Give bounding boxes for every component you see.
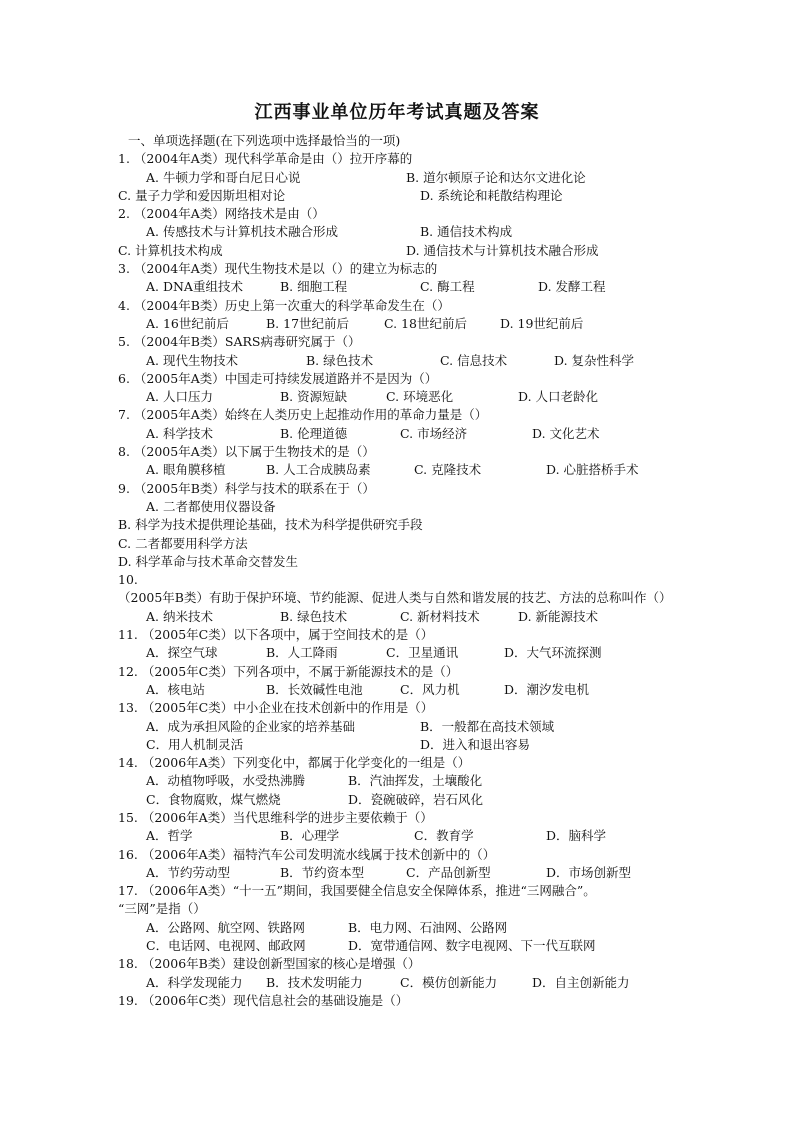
option-d: D. 系统论和耗散结构理论: [420, 187, 563, 203]
question-stem: 3. （2004年A类）现代生物技术是以（）的建立为标志的: [118, 261, 438, 277]
option-a: A．探空气球: [146, 645, 218, 661]
option-d: D. 19世纪前后: [500, 315, 584, 331]
question-stem: 13. （2005年C类）中小企业在技术创新中的作用是（）: [118, 700, 434, 716]
option-b: B．人工降雨: [266, 645, 338, 661]
question-stem: 8. （2005年A类）以下属于生物技术的是（）: [118, 444, 375, 460]
option-a: A．成为承担风险的企业家的培养基础: [146, 718, 356, 734]
option-c: C．用人机制灵活: [146, 736, 244, 752]
option-b: B. 伦理道德: [280, 425, 348, 441]
option-c: C．电话网、电视网、邮政网: [146, 938, 306, 954]
question-number: 10.: [118, 572, 138, 588]
option-a: A. 传感技术与计算机技术融合形成: [146, 224, 338, 240]
option-d: D．脑科学: [546, 828, 607, 844]
question-stem: 17. （2006年A类）“十一五”期间，我国要健全信息安全保障体系，推进“三网融合”。: [118, 883, 596, 899]
option-c: C. 酶工程: [420, 279, 475, 295]
option-d: D．潮汐发电机: [504, 681, 590, 697]
option-d: D．自主创新能力: [532, 974, 630, 990]
section-heading: 一、单项选择题(在下列选项中选择最恰当的一项): [128, 133, 401, 148]
option-c: C. 18世纪前后: [384, 315, 467, 331]
document-title: 江西事业单位历年考试真题及答案: [254, 102, 540, 123]
option-a: A. 科学技术: [146, 425, 213, 441]
option-c: C．模仿创新能力: [400, 974, 498, 990]
option-a: A. 牛顿力学和哥白尼日心说: [146, 169, 301, 185]
option-b: B. 绿色技术: [280, 608, 348, 624]
option-d: D. 新能源技术: [518, 608, 599, 624]
option-d: D. 文化艺术: [532, 425, 600, 441]
option-d: D．大气环流探测: [504, 645, 602, 661]
option-b: B．心理学: [280, 828, 340, 844]
question-stem: 5. （2004年B类）SARS病毒研究属于（）: [118, 334, 361, 350]
exam-content: [118, 132, 698, 1010]
question-stem: 6. （2005年A类）中国走可持续发展道路并不是因为（）: [118, 370, 438, 386]
option-c: C．食物腐败，煤气燃烧: [146, 791, 281, 807]
option-d: D．市场创新型: [546, 864, 632, 880]
option-a: A．公路网、航空网、铁路网: [146, 919, 306, 935]
option-b: B. 人工合成胰岛素: [266, 462, 371, 478]
option-c: C. 计算机技术构成: [118, 242, 223, 258]
question-stem: 4. （2004年B类）历史上第一次重大的科学革命发生在（）: [118, 297, 450, 313]
question-stem: 19. （2006年C类）现代信息社会的基础设施是（）: [118, 992, 409, 1008]
option-c: C．卫星通讯: [386, 645, 459, 661]
option-a: A．核电站: [146, 681, 206, 697]
option-b: B. 通信技术构成: [420, 224, 513, 240]
option-a: A．科学发现能力: [146, 974, 243, 990]
question-stem: 14. （2006年A类）下列变化中，都属于化学变化的一组是（）: [118, 755, 471, 771]
option-b: B．技术发明能力: [266, 974, 363, 990]
question-stem: 12. （2005年C类）下列各项中，不属于新能源技术的是（）: [118, 663, 459, 679]
option-c: C. 信息技术: [440, 352, 508, 368]
option-b: B．一般都在高技术领域: [420, 718, 555, 734]
option-a: A. 纳米技术: [146, 608, 213, 624]
question-stem: 9. （2005年B类）科学与技术的联系在于（）: [118, 480, 375, 496]
question-stem: 15. （2006年A类）当代思维科学的进步主要依赖于（）: [118, 809, 433, 825]
option-c: C. 环境恶化: [386, 389, 454, 405]
question-stem: 1. （2004年A类）现代科学革命是由（）拉开序幕的: [118, 151, 413, 167]
option-b: B. 绿色技术: [306, 352, 374, 368]
question-stem: （2005年B类）有助于保护环境、节约能源、促进人类与自然和谐发展的技艺、方法的总称叫作（）: [118, 590, 672, 606]
option-d: D. 通信技术与计算机技术融合形成: [406, 242, 599, 258]
option-c: C. 市场经济: [400, 425, 468, 441]
option-b: B. 细胞工程: [280, 279, 348, 295]
option-c: C．风力机: [400, 681, 460, 697]
option-d: D．瓷碗破碎，岩石风化: [348, 791, 484, 807]
option-a: A. 现代生物技术: [146, 352, 238, 368]
option-a: A．动植物呼吸，水受热沸腾: [146, 773, 306, 789]
option-c: C. 新材料技术: [400, 608, 480, 624]
option-b: B．长效碱性电池: [266, 681, 363, 697]
question-stem: 16. （2006年A类）福特汽车公司发明流水线属于技术创新中的（）: [118, 846, 496, 862]
question-stem: 11. （2005年C类）以下各项中，属于空间技术的是（）: [118, 627, 434, 643]
option-d: D. 心脏搭桥手术: [546, 462, 639, 478]
option-b: B．汽油挥发，土壤酸化: [348, 773, 483, 789]
option-a: A．节约劳动型: [146, 864, 231, 880]
option-c: C．教育学: [414, 828, 474, 844]
option-c: C. 克隆技术: [414, 462, 482, 478]
option-b: B. 资源短缺: [280, 389, 348, 405]
option-b: B. 17世纪前后: [266, 315, 350, 331]
option-d: D．宽带通信网、数字电视网、下一代互联网: [348, 938, 596, 954]
option-d: D. 复杂性科学: [554, 352, 635, 368]
question-stem: 18. （2006年B类）建设创新型国家的核心是增强（）: [118, 956, 421, 972]
question-stem: 7. （2005年A类）始终在人类历史上起推动作用的革命力量是（）: [118, 407, 488, 423]
question-stem-continued: “三网”是指（）: [118, 901, 206, 917]
option-d: D. 科学革命与技术革命交替发生: [118, 553, 299, 569]
question-stem: 2. （2004年A类）网络技术是由（）: [118, 206, 325, 222]
option-a: A．哲学: [146, 828, 193, 844]
option-c: C. 量子力学和爱因斯坦相对论: [118, 187, 286, 203]
option-b: B．电力网、石油网、公路网: [348, 919, 508, 935]
option-a: A. 眼角膜移植: [146, 462, 226, 478]
option-b: B. 科学为技术提供理论基础，技术为科学提供研究手段: [118, 517, 423, 533]
option-b: B. 道尔顿原子论和达尔文进化论: [406, 169, 586, 185]
option-a: A. DNA重组技术: [146, 279, 243, 295]
option-a: A. 人口压力: [146, 389, 213, 405]
option-d: D. 发酵工程: [538, 279, 606, 295]
option-a: A. 二者都使用仪器设备: [146, 498, 276, 514]
option-d: D. 人口老龄化: [518, 389, 599, 405]
option-b: B．节约资本型: [280, 864, 365, 880]
option-d: D．进入和退出容易: [420, 736, 531, 752]
option-a: A. 16世纪前后: [146, 315, 229, 331]
option-c: C．产品创新型: [406, 864, 491, 880]
option-c: C. 二者都要用科学方法: [118, 535, 248, 551]
